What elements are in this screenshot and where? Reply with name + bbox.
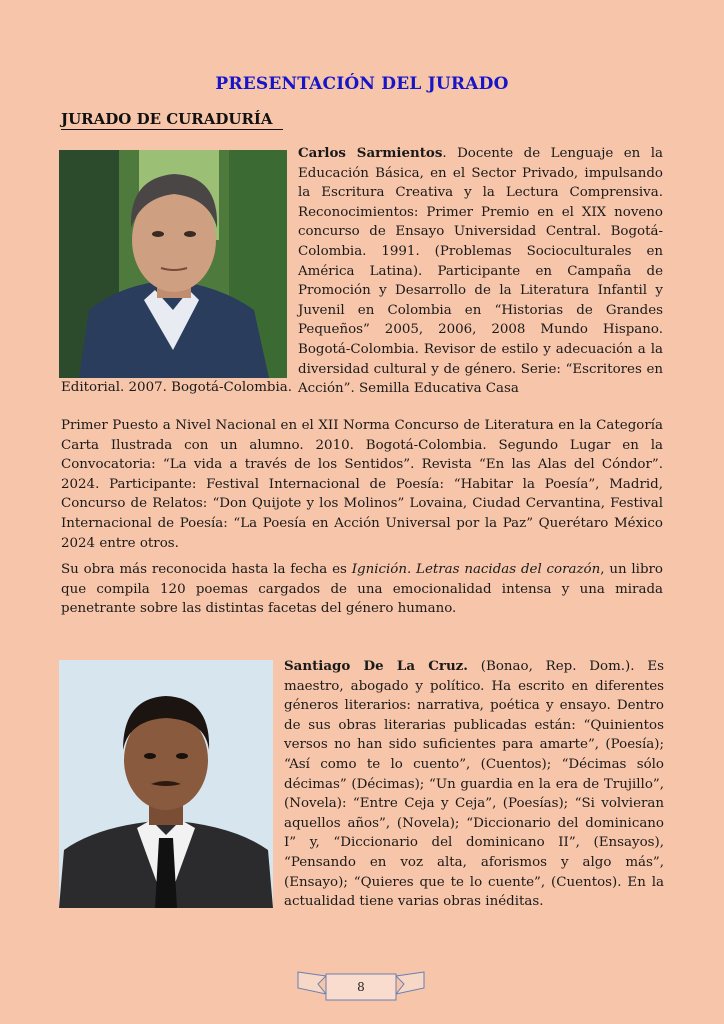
- portrait-2-image: [59, 660, 273, 908]
- portrait-santiago-de-la-cruz: [59, 660, 273, 908]
- jury1-para3-start: Su obra más reconocida hasta la fecha es: [61, 562, 352, 577]
- jury2-bio-text: (Bonao, Rep. Dom.). Es maestro, abogado y político. Ha escrito en diferentes géneros literarios: narrativa, poética y ensayo. Dentro de sus obras literarias publicadas están: “Quinientos versos no han sido suficientes para amarte”, (Poesía); “Así como te lo cuento”, (Cuentos); “Décimas sólo décimas” (Décimas); “Un guardia en la era de Trujillo”, (Novela): “Entre Ceja y Ceja”, (Poesías); “Si volvieran aquellos años”, (Novela); “Diccionario del dominicano I” y, “Diccionario del dominicano II”, (Ensayos), “Pensando en voz alta, aforismos y algo más”, (Ensayo); “Quieres que te lo cuente”, (Cuentos). En la actualidad tiene varias obras inéditas.: [284, 659, 665, 910]
- jury1-para3-end: , un libro que compila 120 poemas cargados de una emocionalidad intensa y una mirada penetrante sobre las distintas facetas del género humano.: [61, 562, 663, 617]
- jury2-bio: [284, 657, 664, 912]
- jury1-bio-top: . Docente de Lenguaje en la Educación Básica, en el Sector Privado, impulsando la Escritura Creativa y la Lectura Comprensiva. Reconocimientos: Primer Premio en el XIX noveno concurso de Ensayo Universidad Central. Bogotá-Colombia. 1991. (Problemas Socioculturales en América Latina). Participante en Campaña de Promoción y Desarrollo de la Literatura Infantil y Juvenil en Colombia en “Historias de Grandes Pequeños” 2005, 2006, 2008 Mundo Hispano. Bogotá-Colombia. Revisor de estilo y adecuación a la diversidad cultural y de género. Serie: “Escritores en Acción”. Semilla Educativa Casa: [298, 146, 663, 397]
- section-heading: JURADO DE CURADURÍA: [61, 110, 283, 130]
- jury1-bio: [298, 144, 663, 399]
- page-title: PRESENTACIÓN DEL JURADO: [215, 74, 509, 94]
- jury1-name: Carlos Sarmientos: [298, 145, 443, 161]
- portrait-carlos-sarmientos: [59, 150, 287, 378]
- jury1-notable-work: Ignición. Letras nacidas del corazón: [351, 562, 601, 577]
- page-number: 8: [357, 980, 365, 994]
- portrait-1-image: [59, 150, 287, 378]
- jury1-paragraph-2: Primer Puesto a Nivel Nacional en el XII Norma Concurso de Literatura en la Categoría Carta Ilustrada con un alumno. 2010. Bogotá-Colombia. Segundo Lugar en la Convocatoria: “La vida a través de los Sentidos”. Revista “En las Alas del Cóndor”. 2024. Participante: Festival Internacional de Poesía: “Habitar la Poesía”, Madrid, Concurso de Relatos: “Don Quijote y los Molinos” Lovaina, Ciudad Cervantina, Festival Internacional de Poesía: “La Poesía en Acción Universal por la Paz” Querétaro México 2024 entre otros.: [61, 418, 663, 551]
- jury1-bio-continued: Editorial. 2007. Bogotá-Colombia.: [61, 380, 292, 395]
- jury1-paragraph-3: [61, 560, 663, 619]
- jury2-name: Santiago De La Cruz.: [284, 658, 468, 674]
